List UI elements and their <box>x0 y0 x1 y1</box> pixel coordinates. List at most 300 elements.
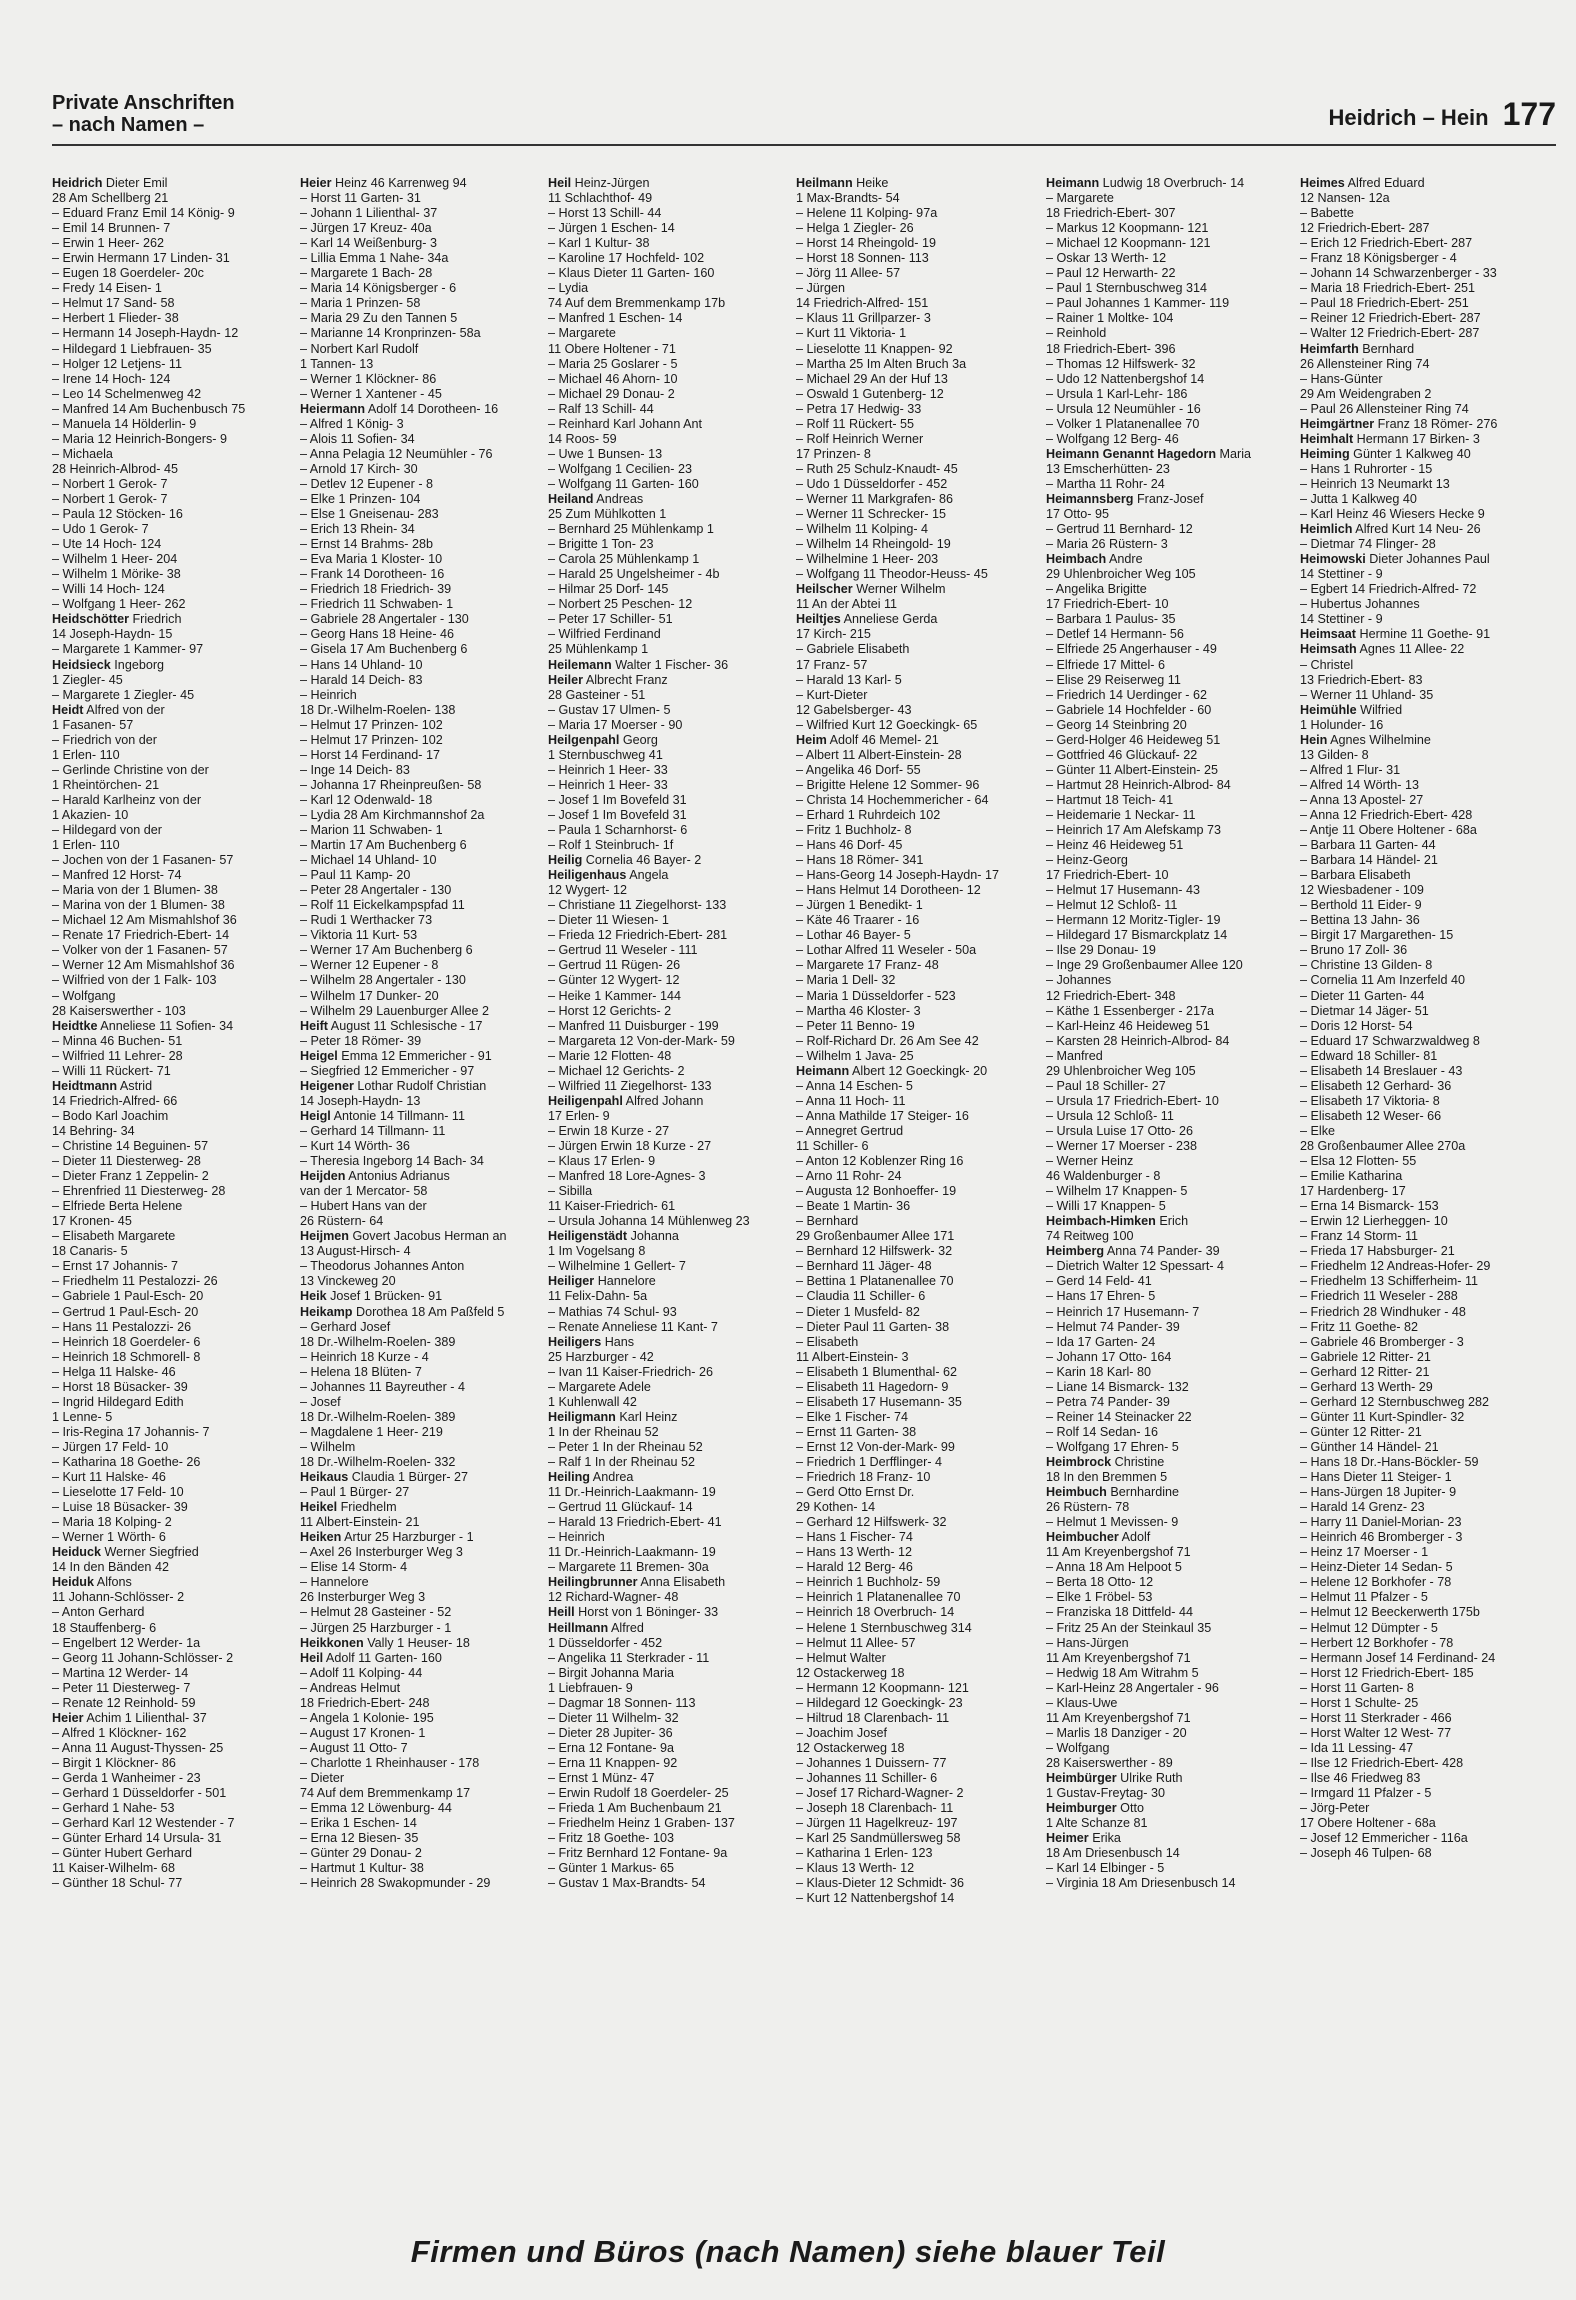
directory-entry: – Eva Maria 1 Kloster- 10 <box>300 552 443 567</box>
directory-entry: – Georg Hans 18 Heine- 46 <box>300 627 455 642</box>
directory-entry: – Antje 11 Obere Holtener - 68a <box>1300 823 1477 838</box>
directory-entry: 14 Roos- 59 <box>548 431 617 446</box>
directory-entry: – Erwin Rudolf 18 Goerdeler- 25 <box>548 1786 729 1801</box>
directory-entry: – Peter 1 In der Rheinau 52 <box>548 1439 703 1454</box>
directory-entry: – Leo 14 Schelmenweg 42 <box>52 386 202 401</box>
directory-entry: – Peter 11 Benno- 19 <box>796 1018 915 1033</box>
directory-entry: – Maria von der 1 Blumen- 38 <box>52 883 218 898</box>
directory-entry: – Charlotte 1 Rheinhauser - 178 <box>300 1755 480 1770</box>
directory-entry: – Lydia 28 Am Kirchmannshof 2a <box>300 807 485 822</box>
section-header <box>52 92 235 136</box>
directory-entry: Heikel Friedhelm <box>300 1500 397 1515</box>
directory-entry: – Berthold 11 Eider- 9 <box>1300 898 1422 913</box>
directory-entry: 12 Ostackerweg 18 <box>796 1665 905 1680</box>
directory-entry: – Anna 12 Friedrich-Ebert- 428 <box>1300 807 1473 822</box>
directory-entry: 11 Kaiser-Wilhelm- 68 <box>52 1861 175 1876</box>
directory-entry: – Petra 17 Hedwig- 33 <box>796 401 922 416</box>
directory-entry: – Horst 12 Friedrich-Ebert- 185 <box>1300 1665 1474 1680</box>
directory-entry: – Eduard Franz Emil 14 König- 9 <box>52 206 235 221</box>
surname: Heikamp <box>300 1304 353 1319</box>
directory-entry: – Bettina 1 Platanenallee 70 <box>796 1274 954 1289</box>
directory-entry: – Hans-Jürgen 18 Jupiter- 9 <box>1300 1485 1457 1500</box>
directory-entry: – Wilfried 11 Ziegelhorst- 133 <box>548 1078 712 1093</box>
directory-entry: – Horst Walter 12 West- 77 <box>1300 1725 1452 1740</box>
directory-entry: – Horst 1 Schulte- 25 <box>1300 1695 1419 1710</box>
directory-column-2 <box>300 176 548 2216</box>
directory-entry: – Hans-Jürgen <box>1046 1635 1129 1650</box>
directory-entry: – Barbara 11 Garten- 44 <box>1300 838 1436 853</box>
directory-entry: – Ilse 46 Friedweg 83 <box>1300 1770 1421 1785</box>
directory-entry: – Lothar 46 Bayer- 5 <box>796 928 911 943</box>
directory-entry: – Dieter 28 Jupiter- 36 <box>548 1725 673 1740</box>
directory-entry: – Hubert Hans van der <box>300 1199 427 1214</box>
surname: Heimann <box>1046 176 1100 190</box>
surname: Heidsieck <box>52 657 111 672</box>
header-rule <box>52 144 1556 146</box>
directory-entry: – Käte 46 Traarer - 16 <box>796 913 920 928</box>
directory-entry: – Karoline 17 Hochfeld- 102 <box>548 251 705 266</box>
directory-entry: – Helmut 12 Beeckerwerth 175b <box>1300 1605 1480 1620</box>
directory-entry: Heikkonen Vally 1 Heuser- 18 <box>300 1635 470 1650</box>
directory-entry: 12 Gabelsberger- 43 <box>796 702 912 717</box>
directory-entry: – Johanna 17 Rheinpreußen- 58 <box>300 777 482 792</box>
directory-entry: Heiland Andreas <box>548 491 644 506</box>
directory-entry: – Wilhelm 29 Lauenburger Allee 2 <box>300 1003 490 1018</box>
directory-entry: – Helmut 1 Mevissen- 9 <box>1046 1515 1179 1530</box>
surname: Heillmann <box>548 1620 609 1635</box>
directory-entry: – Virginia 18 Am Driesenbusch 14 <box>1046 1876 1236 1891</box>
surname: Heiler <box>548 672 584 687</box>
directory-entry: – Rolf 11 Eickelkampspfad 11 <box>300 898 465 913</box>
directory-entry: 74 Auf dem Bremmenkamp 17b <box>548 296 726 311</box>
surname: Heidtke <box>52 1018 98 1033</box>
surname: Heimberg <box>1046 1244 1105 1259</box>
directory-entry: – Jürgen 17 Kreuz- 40a <box>300 221 432 236</box>
directory-entry: – Reiner 14 Steinacker 22 <box>1046 1409 1192 1424</box>
directory-entry: – Wolfgang 11 Theodor-Heuss- 45 <box>796 567 988 582</box>
directory-entry: – Wolfgang 11 Garten- 160 <box>548 476 699 491</box>
directory-entry: – Helga 11 Halske- 46 <box>52 1364 176 1379</box>
directory-entry: – Elisabeth Margarete <box>52 1229 176 1244</box>
directory-column-5 <box>1046 176 1294 2216</box>
surname: Heiligenstädt <box>548 1229 628 1244</box>
directory-entry: – Karl 12 Odenwald- 18 <box>300 792 433 807</box>
directory-entry: – Gabriele 46 Bromberger - 3 <box>1300 1334 1464 1349</box>
directory-entry: – Friedrich 14 Uerdinger - 62 <box>1046 687 1207 702</box>
directory-entry: – Elfriede 25 Angerhauser - 49 <box>1046 642 1217 657</box>
directory-entry: Heiligers Hans <box>548 1334 635 1349</box>
directory-entry: – Horst 18 Sonnen- 113 <box>796 251 929 266</box>
directory-entry: – Helmut 11 Allee- 57 <box>796 1635 916 1650</box>
directory-entry: – Heinrich 18 Schmorell- 8 <box>52 1349 201 1364</box>
directory-entry: 17 Friedrich-Ebert- 10 <box>1046 868 1169 883</box>
directory-entry: 1 Liebfrauen- 9 <box>548 1680 633 1695</box>
surname: Heimühle <box>1300 702 1357 717</box>
directory-entry: 11 Dr.-Heinrich-Laakmann- 19 <box>548 1545 716 1560</box>
directory-entry: – Günter 1 Markus- 65 <box>548 1861 674 1876</box>
directory-entry: – Ernst 17 Johannis- 7 <box>52 1259 179 1274</box>
directory-entry: – Babette <box>1300 206 1354 221</box>
directory-entry: – Maria 29 Zu den Tannen 5 <box>300 311 458 326</box>
directory-entry: – Barbara 14 Händel- 21 <box>1300 853 1438 868</box>
directory-entry: – Helene 11 Kolping- 97a <box>796 206 938 221</box>
directory-entry: 17 Kronen- 45 <box>52 1214 132 1229</box>
directory-entry: – Elisabeth 12 Weser- 66 <box>1300 1108 1442 1123</box>
directory-entry: – Udo 1 Düsseldorfer - 452 <box>796 476 948 491</box>
directory-column-1 <box>52 176 300 2216</box>
directory-entry: – Käthe 1 Essenberger - 217a <box>1046 1003 1215 1018</box>
directory-entry: – Gerhard Karl 12 Westender - 7 <box>52 1816 235 1831</box>
directory-entry: – Karl Heinz 46 Wiesers Hecke 9 <box>1300 507 1485 522</box>
directory-entry: – Hildegard 17 Bismarckplatz 14 <box>1046 928 1228 943</box>
surname: Heimbach-Himken <box>1046 1214 1156 1229</box>
directory-entry: – Hartmut 28 Heinrich-Albrod- 84 <box>1046 777 1231 792</box>
directory-entry: 11 Schiller- 6 <box>796 1139 869 1153</box>
directory-entry: Heier Heinz 46 Karrenweg 94 <box>300 176 467 190</box>
directory-entry: 18 Friedrich-Ebert- 248 <box>300 1695 430 1710</box>
directory-entry: 17 Otto- 95 <box>1046 507 1110 522</box>
directory-entry: – Gabriele Elisabeth <box>796 642 910 657</box>
directory-entry: – Iris-Regina 17 Johannis- 7 <box>52 1424 210 1439</box>
directory-entry: – Erwin 18 Kurze - 27 <box>548 1123 670 1138</box>
directory-entry: – Ursula 1 Karl-Lehr- 186 <box>1046 386 1188 401</box>
surname: Heimburger <box>1046 1801 1117 1816</box>
directory-entry: – Wilhelm 28 Angertaler - 130 <box>300 973 466 988</box>
directory-entry: Heimann Ludwig 18 Overbruch- 14 <box>1046 176 1245 190</box>
directory-entry: – Johann 17 Otto- 164 <box>1046 1349 1172 1364</box>
directory-entry: Heiler Albrecht Franz <box>548 672 668 687</box>
directory-entry: 12 Friedrich-Ebert- 348 <box>1046 988 1176 1003</box>
directory-entry: – Heinrich 28 Swakopmunder - 29 <box>300 1876 491 1891</box>
directory-entry: – Heinrich 18 Goerdeler- 6 <box>52 1334 201 1349</box>
directory-entry: – Wilhelm 17 Dunker- 20 <box>300 988 439 1003</box>
directory-entry: 18 Dr.-Wilhelm-Roelen- 138 <box>300 702 456 717</box>
directory-entry: – Ingrid Hildegard Edith <box>52 1394 184 1409</box>
directory-entry: – Frieda 17 Habsburger- 21 <box>1300 1244 1455 1259</box>
directory-entry: – Viktoria 11 Kurt- 53 <box>300 928 418 943</box>
directory-entry: – Gerd-Holger 46 Heideweg 51 <box>1046 732 1221 747</box>
directory-entry: – Heinrich 17 Am Alefskamp 73 <box>1046 823 1222 838</box>
directory-entry: – Günter 11 Albert-Einstein- 25 <box>1046 762 1218 777</box>
directory-entry: – Brigitte Helene 12 Sommer- 96 <box>796 777 980 792</box>
directory-entry: – Edward 18 Schiller- 81 <box>1300 1048 1438 1063</box>
directory-entry: Heiduck Werner Siegfried <box>52 1545 199 1560</box>
directory-entry: – Anton Gerhard <box>52 1605 145 1620</box>
directory-entry: – Ivan 11 Kaiser-Friedrich- 26 <box>548 1364 713 1379</box>
directory-entry: – Berta 18 Otto- 12 <box>1046 1575 1154 1590</box>
directory-entry: – Heinrich 18 Overbruch- 14 <box>796 1605 955 1620</box>
directory-entry: – Beate 1 Martin- 36 <box>796 1199 911 1214</box>
directory-entry: 11 Albert-Einstein- 21 <box>300 1515 420 1530</box>
directory-entry: – Josef 12 Emmericher - 116a <box>1300 1831 1468 1846</box>
directory-entry: – Gerlinde Christine von der <box>52 762 209 777</box>
directory-entry: – Ursula 12 Neumühler - 16 <box>1046 401 1201 416</box>
directory-entry: – Margarete 17 Franz- 48 <box>796 958 939 973</box>
directory-entry: – Hildegard 12 Goeckingk- 23 <box>796 1695 963 1710</box>
directory-entry: Heil Heinz-Jürgen <box>548 176 650 190</box>
surname: Heill <box>548 1605 575 1620</box>
directory-entry: – Rolf Heinrich Werner <box>796 431 924 446</box>
directory-entry: – Barbara 1 Paulus- 35 <box>1046 612 1176 627</box>
directory-entry: – Harald 14 Grenz- 23 <box>1300 1500 1425 1515</box>
directory-entry: Heimhalt Hermann 17 Birken- 3 <box>1300 431 1480 446</box>
directory-entry: – Heinrich 18 Kurze - 4 <box>300 1349 429 1364</box>
directory-entry: – Theodorus Johannes Anton <box>300 1259 465 1274</box>
directory-entry: 14 Stettiner - 9 <box>1300 567 1383 582</box>
directory-entry: – Bernhard <box>796 1214 859 1229</box>
directory-entry: Heidtke Anneliese 11 Sofien- 34 <box>52 1018 234 1033</box>
directory-entry: – Heinrich 1 Platanenallee 70 <box>796 1590 961 1605</box>
directory-entry: – Fredy 14 Eisen- 1 <box>52 281 162 296</box>
directory-entry: – Elke 1 Fischer- 74 <box>796 1409 908 1424</box>
surname: Heimsath <box>1300 642 1357 657</box>
directory-entry: – Detlev 12 Eupener - 8 <box>300 476 434 491</box>
surname: Heidtmann <box>52 1078 118 1093</box>
directory-entry: – Günther 18 Schul- 77 <box>52 1876 183 1891</box>
directory-entry: – Werner 1 Klöckner- 86 <box>300 371 437 386</box>
directory-entry: – Ilse 12 Friedrich-Ebert- 428 <box>1300 1755 1464 1770</box>
directory-entry: – Frank 14 Dorotheen- 16 <box>300 567 445 582</box>
surname: Heiligenhaus <box>548 868 627 883</box>
directory-entry: – Helmut 28 Gasteiner - 52 <box>300 1605 452 1620</box>
directory-entry: 1 Düsseldorfer - 452 <box>548 1635 663 1650</box>
directory-entry: – August 11 Otto- 7 <box>300 1740 408 1755</box>
directory-entry: 18 Stauffenberg- 6 <box>52 1620 157 1635</box>
directory-entry: – Kurt 11 Viktoria- 1 <box>796 326 907 341</box>
directory-entry: – Alois 11 Sofien- 34 <box>300 431 415 446</box>
directory-entry: – Hartmut 18 Teich- 41 <box>1046 792 1174 807</box>
directory-entry: – Friedrich 18 Friedrich- 39 <box>300 582 452 597</box>
directory-entry: – Rolf 14 Sedan- 16 <box>1046 1424 1159 1439</box>
directory-entry: – Herbert 12 Borkhofer - 78 <box>1300 1635 1454 1650</box>
directory-entry: – Magdalene 1 Heer- 219 <box>300 1424 443 1439</box>
directory-entry: – Christine 13 Gilden- 8 <box>1300 958 1433 973</box>
directory-entry: – Margarete 1 Bach- 28 <box>300 266 433 281</box>
directory-entry: – Friedrich von der <box>52 732 157 747</box>
directory-entry: – Joseph 46 Tulpen- 68 <box>1300 1846 1432 1861</box>
directory-entry: – Klaus 13 Werth- 12 <box>796 1861 915 1876</box>
directory-entry: – Jürgen 11 Hagelkreuz- 197 <box>796 1816 958 1831</box>
directory-entry: – Norbert 1 Gerok- 7 <box>52 476 168 491</box>
directory-entry: – Werner Heinz <box>1046 1154 1134 1169</box>
directory-entry: – Ernst 14 Brahms- 28b <box>300 537 433 552</box>
directory-entry: – Michael 14 Uhland- 10 <box>300 853 437 868</box>
directory-entry: 14 Behring- 34 <box>52 1123 135 1138</box>
directory-entry: – Klaus 17 Erlen- 9 <box>548 1154 656 1169</box>
directory-entry: – Ehrenfried 11 Diesterweg- 28 <box>52 1184 226 1199</box>
directory-entry: – Friedrich 11 Schwaben- 1 <box>300 597 454 612</box>
directory-entry: Heimburger Otto <box>1046 1801 1144 1816</box>
directory-entry: – Claudia 11 Schiller- 6 <box>796 1289 926 1304</box>
directory-entry: – Hans Dieter 11 Steiger- 1 <box>1300 1470 1452 1485</box>
directory-entry: – Angelika Brigitte <box>1046 582 1147 597</box>
directory-entry: Heimsath Agnes 11 Allee- 22 <box>1300 642 1465 657</box>
directory-entry: 12 Wiesbadener - 109 <box>1300 883 1424 898</box>
directory-entry: – Dieter 11 Garten- 44 <box>1300 988 1425 1003</box>
directory-entry: – Klaus-Dieter 12 Schmidt- 36 <box>796 1876 964 1891</box>
directory-entry: – Helene 1 Sternbuschweg 314 <box>796 1620 972 1635</box>
directory-entry: – Helga 1 Ziegler- 26 <box>796 221 914 236</box>
directory-entry: – Heinrich 1 Heer- 33 <box>548 777 668 792</box>
directory-entry: 1 In der Rheinau 52 <box>548 1424 659 1439</box>
directory-entry: – Norbert 1 Gerok- 7 <box>52 491 168 506</box>
surname: Heiland <box>548 491 594 506</box>
directory-entry: – Paula 12 Stöcken- 16 <box>52 507 183 522</box>
directory-entry: – Wolfgang 1 Cecilien- 23 <box>548 461 692 476</box>
surname: Heimbrock <box>1046 1454 1112 1469</box>
directory-entry: – Birgit Johanna Maria <box>548 1665 675 1680</box>
directory-entry: 11 Am Kreyenbergshof 71 <box>1046 1545 1191 1560</box>
footer-note: Firmen und Büros (nach Namen) siehe blauer Teil <box>410 2234 1166 2269</box>
directory-entry: – Erwin 12 Lierheggen- 10 <box>1300 1214 1448 1229</box>
directory-entry: 17 Erlen- 9 <box>548 1108 610 1123</box>
directory-entry: 1 Lenne- 5 <box>52 1409 113 1424</box>
directory-entry: – Norbert 25 Peschen- 12 <box>548 597 693 612</box>
surname: Heidschötter <box>52 612 129 627</box>
directory-entry: – Wilfried Ferdinand <box>548 627 661 642</box>
directory-entry: – Maria 1 Dell- 32 <box>796 973 896 988</box>
directory-entry: – Bernhard 12 Hilfswerk- 32 <box>796 1244 953 1259</box>
directory-entry: – Friedrich 18 Franz- 10 <box>796 1470 931 1485</box>
directory-entry: – Margarete 1 Ziegler- 45 <box>52 687 195 702</box>
directory-entry: – Hedwig 18 Am Witrahm 5 <box>1046 1665 1199 1680</box>
directory-entry: Heiken Artur 25 Harzburger - 1 <box>300 1530 474 1545</box>
directory-entry: – Brigitte 1 Ton- 23 <box>548 537 654 552</box>
surname: Heimbürger <box>1046 1770 1117 1785</box>
directory-entry: 46 Waldenburger - 8 <box>1046 1169 1161 1184</box>
directory-entry: – Albert 11 Albert-Einstein- 28 <box>796 747 962 762</box>
directory-entry: – Gerhard 1 Düsseldorfer - 501 <box>52 1786 227 1801</box>
directory-entry: – Heinrich <box>548 1530 605 1545</box>
directory-entry: – Johannes 11 Schiller- 6 <box>796 1770 938 1785</box>
directory-entry: – Manfred 1 Eschen- 14 <box>548 311 683 326</box>
directory-entry: 1 Max-Brandts- 54 <box>796 191 900 206</box>
directory-entry: – Renate 17 Friedrich-Ebert- 14 <box>52 928 230 943</box>
directory-entry: – Alfred 1 Klöckner- 162 <box>52 1725 187 1740</box>
directory-entry: – Werner 17 Am Buchenberg 6 <box>300 943 473 958</box>
directory-entry: – Michael 29 Donau- 2 <box>548 386 675 401</box>
directory-entry: 26 Rüstern- 78 <box>1046 1500 1130 1515</box>
directory-entry: – Hiltrud 18 Clarenbach- 11 <box>796 1710 950 1725</box>
directory-entry: 14 Stettiner - 9 <box>1300 612 1383 627</box>
directory-entry: Heimbach-Himken Erich <box>1046 1214 1189 1229</box>
directory-entry: – Johannes 11 Bayreuther - 4 <box>300 1379 465 1394</box>
directory-entry: Heil Adolf 11 Garten- 160 <box>300 1650 442 1665</box>
directory-entry: – Dieter 11 Diesterweg- 28 <box>52 1154 201 1169</box>
directory-entry: – Alfred 14 Wörth- 13 <box>1300 777 1420 792</box>
surname: Heimann <box>796 1063 850 1078</box>
surname: Heimbuch <box>1046 1485 1107 1500</box>
directory-entry: – Hans Helmut 14 Dorotheen- 12 <box>796 883 981 898</box>
directory-entry: – Wolfgang 17 Ehren- 5 <box>1046 1439 1179 1454</box>
directory-entry: 12 Nansen- 12a <box>1300 191 1390 206</box>
directory-entry: 12 Wygert- 12 <box>548 883 627 898</box>
directory-entry: – Margarete 11 Bremen- 30a <box>548 1560 709 1575</box>
directory-entry: 18 Canaris- 5 <box>52 1244 128 1259</box>
directory-entry: – Harald 13 Karl- 5 <box>796 672 902 687</box>
directory-entry: – Gabriele 14 Hochfelder - 60 <box>1046 702 1212 717</box>
directory-entry: Heimgärtner Franz 18 Römer- 276 <box>1300 416 1498 431</box>
section-title: Private Anschriften <box>52 92 235 114</box>
directory-entry: 1 Alte Schanze 81 <box>1046 1816 1148 1831</box>
directory-entry: – Manfred 14 Am Buchenbusch 75 <box>52 401 246 416</box>
directory-entry: – August 17 Kronen- 1 <box>300 1725 426 1740</box>
directory-entry: – Manfred 12 Horst- 74 <box>52 868 182 883</box>
surname: Heimannsberg <box>1046 491 1134 506</box>
directory-entry: – Wilhelm 14 Rheingold- 19 <box>796 537 951 552</box>
directory-entry: – Oskar 13 Werth- 12 <box>1046 251 1167 266</box>
directory-entry: Heilig Cornelia 46 Bayer- 2 <box>548 853 702 868</box>
directory-entry: – Gottfried 46 Glückauf- 22 <box>1046 747 1198 762</box>
directory-entry: 13 Gilden- 8 <box>1300 747 1369 762</box>
directory-entry: – Anna 13 Apostel- 27 <box>1300 792 1424 807</box>
directory-entry: – Günter 12 Ritter- 21 <box>1300 1424 1422 1439</box>
directory-entry: – Margarete <box>548 326 616 341</box>
surname: Heimfarth <box>1300 341 1359 356</box>
directory-entry: 28 Großenbaumer Allee 270a <box>1300 1139 1466 1153</box>
directory-entry: – Helmut 12 Schloß- 11 <box>1046 898 1178 913</box>
directory-entry: – Horst 14 Rheingold- 19 <box>796 236 937 251</box>
directory-entry: – Karl 25 Sandmüllersweg 58 <box>796 1831 961 1846</box>
directory-entry: – Wilhelm 1 Heer- 204 <box>52 552 178 567</box>
surname: Heigel <box>300 1048 338 1063</box>
directory-entry: – Detlef 14 Hermann- 56 <box>1046 627 1184 642</box>
directory-entry: 74 Reitweg 100 <box>1046 1229 1134 1244</box>
directory-entry: 1 Rheintörchen- 21 <box>52 777 160 792</box>
directory-entry: Heilmann Heike <box>796 176 889 190</box>
surname: Heilingbrunner <box>548 1575 638 1590</box>
directory-entry: Heiduk Alfons <box>52 1575 132 1590</box>
directory-entry: 17 Kirch- 215 <box>796 627 871 642</box>
directory-entry: 26 Rüstern- 64 <box>300 1214 384 1229</box>
directory-entry: Heimbürger Ulrike Ruth <box>1046 1770 1183 1785</box>
directory-entry: – Udo 12 Nattenbergshof 14 <box>1046 371 1205 386</box>
directory-entry: – Petra 74 Pander- 39 <box>1046 1394 1170 1409</box>
directory-entry: – Elisabeth 17 Husemann- 35 <box>796 1394 962 1409</box>
directory-entry: 18 Am Driesenbusch 14 <box>1046 1846 1180 1861</box>
directory-entry: – Gerhard 14 Tillmann- 11 <box>300 1123 446 1138</box>
directory-entry: Heigener Lothar Rudolf Christian <box>300 1078 487 1093</box>
directory-entry: – Maria 18 Kolping- 2 <box>52 1515 172 1530</box>
directory-entry: – Karsten 28 Heinrich-Albrod- 84 <box>1046 1033 1230 1048</box>
directory-entry: – Erika 1 Eschen- 14 <box>300 1816 417 1831</box>
directory-entry: – Karl-Heinz 46 Heideweg 51 <box>1046 1018 1210 1033</box>
directory-entry: Heigl Antonie 14 Tillmann- 11 <box>300 1108 465 1123</box>
directory-entry: – Martha 11 Rohr- 24 <box>1046 476 1165 491</box>
directory-entry: – Friedrich 11 Weseler - 288 <box>1300 1289 1458 1304</box>
directory-entry: – Erwin 1 Heer- 262 <box>52 236 164 251</box>
directory-entry: – Michaela <box>52 446 113 461</box>
directory-entry: – Inge 14 Deich- 83 <box>300 762 410 777</box>
directory-entry: – Horst 11 Garten- 8 <box>1300 1680 1414 1695</box>
directory-entry: – Horst 11 Garten- 31 <box>300 191 421 206</box>
directory-entry: – Angelika 11 Sterkrader - 11 <box>548 1650 710 1665</box>
directory-entry: – Erna 14 Bismarck- 153 <box>1300 1199 1439 1214</box>
directory-entry: – Kurt 14 Wörth- 36 <box>300 1139 410 1153</box>
directory-entry: – Gertrud 11 Weseler - 111 <box>548 943 698 958</box>
directory-entry: – Paul Johannes 1 Kammer- 119 <box>1046 296 1230 311</box>
directory-entry: – Peter 17 Schiller- 51 <box>548 612 673 627</box>
directory-entry: – Lydia <box>548 281 589 296</box>
directory-entry: – Elisabeth 12 Gerhard- 36 <box>1300 1078 1452 1093</box>
directory-entry: – Erich 12 Friedrich-Ebert- 287 <box>1300 236 1473 251</box>
directory-entry: – Josef 1 Im Bovefeld 31 <box>548 792 687 807</box>
directory-entry: Heiligenpahl Alfred Johann <box>548 1093 704 1108</box>
directory-entry: – Michael 12 Am Mismahlshof 36 <box>52 913 237 928</box>
directory-entry: 18 Dr.-Wilhelm-Roelen- 332 <box>300 1454 456 1469</box>
directory-entry: 1 Im Vogelsang 8 <box>548 1244 646 1259</box>
directory-entry: – Günter Hubert Gerhard <box>52 1846 193 1861</box>
